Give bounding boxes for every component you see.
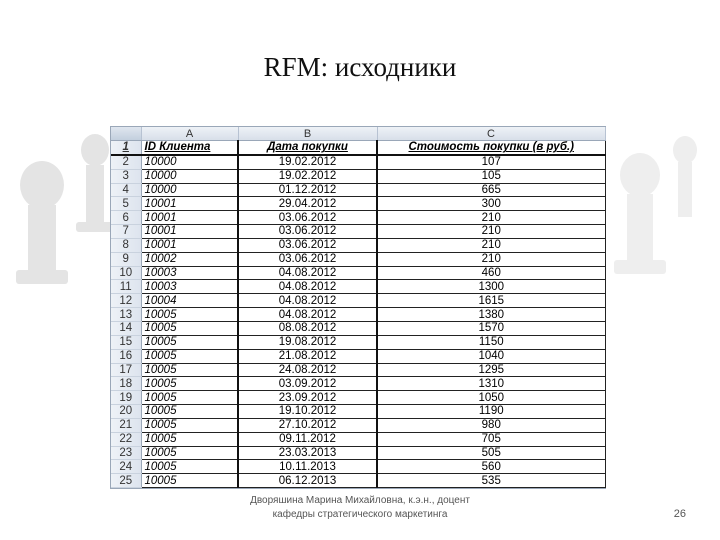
row-number[interactable]: 14 <box>111 321 141 335</box>
cell-purchase-cost[interactable]: 210 <box>377 252 605 266</box>
table-row <box>111 321 605 335</box>
table-row <box>111 183 605 197</box>
cell-purchase-date[interactable]: 19.08.2012 <box>238 335 377 349</box>
table-row <box>111 211 605 225</box>
row-number[interactable]: 4 <box>111 183 141 197</box>
header-purchase-date[interactable]: Дата покупки <box>238 141 377 155</box>
row-number[interactable]: 12 <box>111 294 141 308</box>
footer-author: Дворяшина Марина Михайловна, к.э.н., доцент кафедры стратегического маркетинга <box>250 495 470 520</box>
select-all-corner[interactable] <box>111 127 141 141</box>
slide-title: RFM: исходники <box>263 52 457 82</box>
cell-purchase-cost[interactable]: 560 <box>377 460 605 474</box>
cell-client-id[interactable]: 10005 <box>141 446 238 460</box>
table-row <box>111 238 605 252</box>
cell-client-id[interactable]: 10005 <box>141 349 238 363</box>
row-number[interactable]: 5 <box>111 197 141 211</box>
cell-client-id[interactable]: 10001 <box>141 197 238 211</box>
row-number[interactable]: 6 <box>111 211 141 225</box>
cell-purchase-cost[interactable]: 460 <box>377 266 605 280</box>
cell-purchase-cost[interactable]: 535 <box>377 474 605 488</box>
cell-purchase-cost[interactable]: 1615 <box>377 294 605 308</box>
cell-client-id[interactable]: 10001 <box>141 225 238 239</box>
cell-purchase-cost[interactable]: 1150 <box>377 335 605 349</box>
header-client-id[interactable]: ID Клиента <box>141 141 238 155</box>
row-number[interactable]: 20 <box>111 405 141 419</box>
row-number[interactable]: 1 <box>111 141 141 155</box>
cell-purchase-date[interactable]: 10.11.2013 <box>238 460 377 474</box>
table-row <box>111 391 605 405</box>
cell-purchase-cost[interactable]: 210 <box>377 211 605 225</box>
table-row <box>111 169 605 183</box>
table-row <box>111 197 605 211</box>
row-number[interactable]: 3 <box>111 169 141 183</box>
table-row <box>111 377 605 391</box>
row-number[interactable]: 24 <box>111 460 141 474</box>
table-row <box>111 349 605 363</box>
cell-purchase-date[interactable]: 04.08.2012 <box>238 294 377 308</box>
row-number[interactable]: 2 <box>111 155 141 169</box>
cell-purchase-date[interactable]: 19.10.2012 <box>238 405 377 419</box>
cell-client-id[interactable]: 10005 <box>141 474 238 488</box>
spreadsheet <box>110 126 606 489</box>
cell-purchase-date[interactable]: 06.12.2013 <box>238 474 377 488</box>
column-letter-a[interactable]: A <box>141 127 238 141</box>
cell-purchase-date[interactable]: 09.11.2012 <box>238 432 377 446</box>
column-header-row <box>111 127 605 141</box>
row-number[interactable]: 16 <box>111 349 141 363</box>
cell-purchase-date[interactable]: 01.12.2012 <box>238 183 377 197</box>
cell-purchase-cost[interactable]: 665 <box>377 183 605 197</box>
data-table <box>111 127 606 488</box>
column-letter-c[interactable]: C <box>377 127 605 141</box>
table-row <box>111 432 605 446</box>
cell-purchase-date[interactable]: 19.02.2012 <box>238 169 377 183</box>
row-number[interactable]: 18 <box>111 377 141 391</box>
row-number[interactable]: 25 <box>111 474 141 488</box>
cell-purchase-date[interactable]: 03.06.2012 <box>238 225 377 239</box>
cell-purchase-date[interactable]: 04.08.2012 <box>238 280 377 294</box>
table-row <box>111 266 605 280</box>
cell-purchase-cost[interactable]: 1050 <box>377 391 605 405</box>
cell-purchase-cost[interactable]: 300 <box>377 197 605 211</box>
cell-client-id[interactable]: 10001 <box>141 211 238 225</box>
row-number[interactable]: 11 <box>111 280 141 294</box>
cell-purchase-cost[interactable]: 705 <box>377 432 605 446</box>
header-row <box>111 141 605 155</box>
cell-client-id[interactable]: 10005 <box>141 432 238 446</box>
table-row <box>111 280 605 294</box>
table-row <box>111 252 605 266</box>
row-number[interactable]: 10 <box>111 266 141 280</box>
cell-purchase-date[interactable]: 23.03.2013 <box>238 446 377 460</box>
cell-purchase-date[interactable]: 03.06.2012 <box>238 238 377 252</box>
cell-client-id[interactable]: 10005 <box>141 391 238 405</box>
cell-client-id[interactable]: 10005 <box>141 418 238 432</box>
cell-purchase-cost[interactable]: 107 <box>377 155 605 169</box>
table-row <box>111 446 605 460</box>
table-row <box>111 363 605 377</box>
table-row <box>111 335 605 349</box>
table-row <box>111 418 605 432</box>
cell-purchase-cost[interactable]: 1310 <box>377 377 605 391</box>
page-number: 26 <box>673 508 686 520</box>
cell-purchase-cost[interactable]: 1300 <box>377 280 605 294</box>
cell-purchase-date[interactable]: 03.09.2012 <box>238 377 377 391</box>
cell-purchase-date[interactable]: 03.06.2012 <box>238 252 377 266</box>
cell-client-id[interactable]: 10005 <box>141 363 238 377</box>
table-row <box>111 225 605 239</box>
cell-purchase-cost[interactable]: 980 <box>377 418 605 432</box>
cell-client-id[interactable]: 10005 <box>141 335 238 349</box>
header-purchase-cost[interactable]: Стоимость покупки (в руб.) <box>377 141 605 155</box>
cell-client-id[interactable]: 10004 <box>141 294 238 308</box>
cell-purchase-date[interactable]: 29.04.2012 <box>238 197 377 211</box>
cell-purchase-date[interactable]: 27.10.2012 <box>238 418 377 432</box>
cell-purchase-cost[interactable]: 1295 <box>377 363 605 377</box>
cell-purchase-cost[interactable]: 1380 <box>377 308 605 322</box>
cell-purchase-cost[interactable]: 1570 <box>377 321 605 335</box>
cell-client-id[interactable]: 10001 <box>141 238 238 252</box>
row-number[interactable]: 19 <box>111 391 141 405</box>
row-number[interactable]: 13 <box>111 308 141 322</box>
row-number[interactable]: 9 <box>111 252 141 266</box>
cell-client-id[interactable]: 10005 <box>141 321 238 335</box>
cell-client-id[interactable]: 10003 <box>141 266 238 280</box>
cell-purchase-cost[interactable]: 1190 <box>377 405 605 419</box>
cell-purchase-date[interactable]: 19.02.2012 <box>238 155 377 169</box>
row-number[interactable]: 7 <box>111 225 141 239</box>
cell-client-id[interactable]: 10005 <box>141 308 238 322</box>
cell-purchase-date[interactable]: 21.08.2012 <box>238 349 377 363</box>
cell-purchase-date[interactable]: 04.08.2012 <box>238 308 377 322</box>
cell-client-id[interactable]: 10000 <box>141 183 238 197</box>
cell-purchase-date[interactable]: 08.08.2012 <box>238 321 377 335</box>
cell-purchase-date[interactable]: 24.08.2012 <box>238 363 377 377</box>
cell-client-id[interactable]: 10002 <box>141 252 238 266</box>
row-number[interactable]: 23 <box>111 446 141 460</box>
row-number[interactable]: 21 <box>111 418 141 432</box>
table-row <box>111 460 605 474</box>
row-number[interactable]: 15 <box>111 335 141 349</box>
cell-purchase-cost[interactable]: 210 <box>377 238 605 252</box>
row-number[interactable]: 17 <box>111 363 141 377</box>
cell-client-id[interactable]: 10003 <box>141 280 238 294</box>
cell-purchase-date[interactable]: 03.06.2012 <box>238 211 377 225</box>
cell-purchase-cost[interactable]: 105 <box>377 169 605 183</box>
column-letter-b[interactable]: B <box>238 127 377 141</box>
table-row <box>111 155 605 169</box>
row-number[interactable]: 22 <box>111 432 141 446</box>
cell-client-id[interactable]: 10005 <box>141 460 238 474</box>
row-number[interactable]: 8 <box>111 238 141 252</box>
cell-client-id[interactable]: 10005 <box>141 377 238 391</box>
cell-client-id[interactable]: 10000 <box>141 155 238 169</box>
table-row <box>111 405 605 419</box>
cell-client-id[interactable]: 10000 <box>141 169 238 183</box>
table-row <box>111 474 605 488</box>
table-row <box>111 308 605 322</box>
cell-purchase-cost[interactable]: 1040 <box>377 349 605 363</box>
table-row <box>111 294 605 308</box>
cell-purchase-cost[interactable]: 505 <box>377 446 605 460</box>
cell-client-id[interactable]: 10005 <box>141 405 238 419</box>
cell-purchase-date[interactable]: 23.09.2012 <box>238 391 377 405</box>
cell-purchase-cost[interactable]: 210 <box>377 225 605 239</box>
cell-purchase-date[interactable]: 04.08.2012 <box>238 266 377 280</box>
